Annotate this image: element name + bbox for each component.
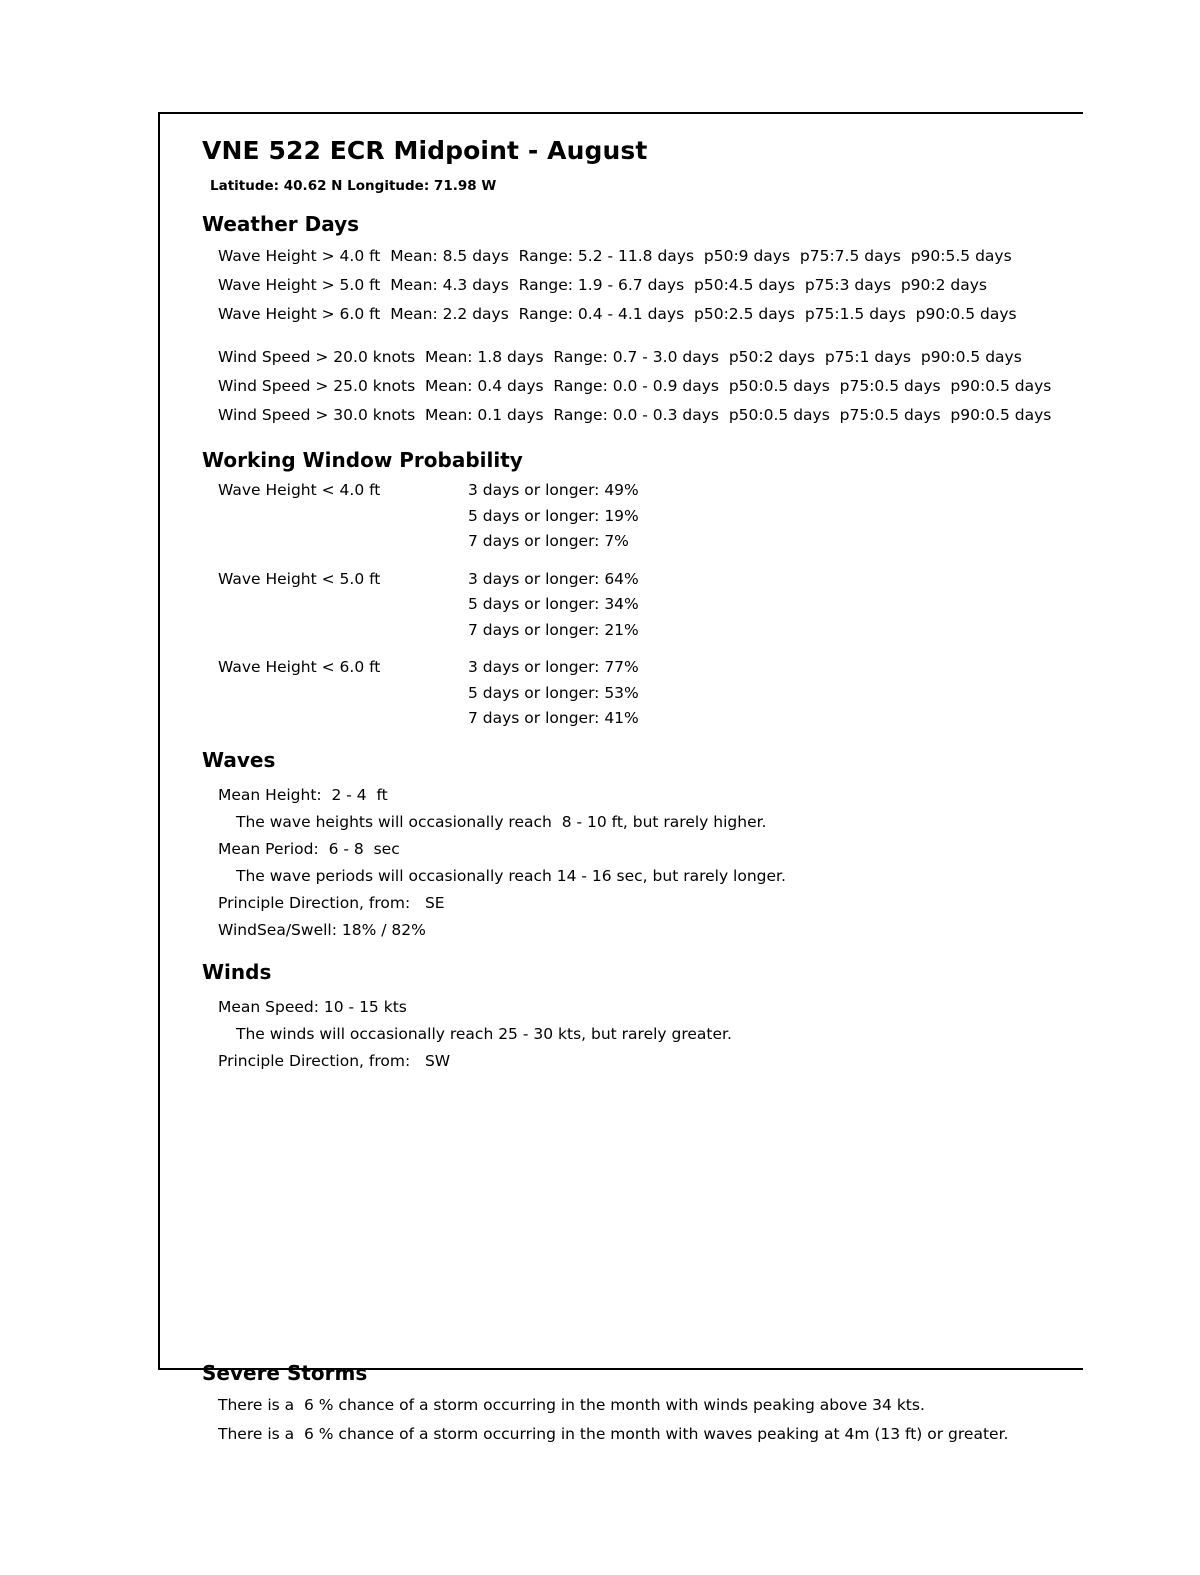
winds-principle-direction: Principle Direction, from: SW	[218, 1051, 451, 1070]
weather-day-row: Wave Height > 4.0 ft Mean: 8.5 days Range: 5.2 - 11.8 days p50:9 days p75:7.5 days p90:5.5 days	[218, 247, 1012, 265]
working-window-block	[218, 478, 1083, 555]
weather-day-row: Wind Speed > 30.0 knots Mean: 0.1 days Range: 0.0 - 0.3 days p50:0.5 days p75:0.5 days p90:0.5 days	[218, 406, 1052, 424]
section-heading-winds: Winds	[202, 959, 272, 984]
waves-principle-direction: Principle Direction, from: SE	[218, 893, 445, 912]
weather-day-row: Wind Speed > 25.0 knots Mean: 0.4 days Range: 0.0 - 0.9 days p50:0.5 days p75:0.5 days p90:0.5 days	[218, 377, 1052, 395]
working-window-label: Wave Height < 6.0 ft	[218, 658, 381, 676]
section-heading-weather-days: Weather Days	[202, 212, 360, 236]
working-window-values	[468, 655, 639, 732]
working-window-row: 3 days or longer: 49%	[468, 481, 639, 499]
working-window-row: 7 days or longer: 7%	[468, 532, 629, 550]
waves-mean-period-note: The wave periods will occasionally reach 14 - 16 sec, but rarely longer.	[236, 866, 786, 885]
severe-storm-line: There is a 6 % chance of a storm occurring in the month with winds peaking above 34 kts.	[218, 1395, 925, 1414]
blank-space	[202, 1075, 1083, 1343]
row-gap	[202, 329, 1083, 343]
working-window-block	[218, 567, 1083, 644]
waves-mean-height-note: The wave heights will occasionally reach 8 - 10 ft, but rarely higher.	[236, 812, 767, 831]
working-window-row: 7 days or longer: 41%	[468, 709, 639, 727]
coordinates-line: Latitude: 40.62 N Longitude: 71.98 W	[210, 178, 497, 194]
page-title: VNE 522 ECR Midpoint - August	[202, 136, 648, 165]
working-window-label: Wave Height < 5.0 ft	[218, 569, 381, 588]
severe-storm-line: There is a 6 % chance of a storm occurring in the month with waves peaking at 4m (13 ft) or greater.	[218, 1424, 1009, 1443]
working-window-row: 3 days or longer: 64%	[468, 569, 639, 588]
working-window-row: 7 days or longer: 21%	[468, 620, 639, 639]
weather-day-row: Wave Height > 5.0 ft Mean: 4.3 days Range: 1.9 - 6.7 days p50:4.5 days p75:3 days p90:2 days	[218, 276, 987, 294]
waves-windsea-swell: WindSea/Swell: 18% / 82%	[218, 920, 426, 939]
weather-day-row: Wave Height > 6.0 ft Mean: 2.2 days Range: 0.4 - 4.1 days p50:2.5 days p75:1.5 days p90:0.5 days	[218, 305, 1017, 323]
working-window-row: 5 days or longer: 19%	[468, 506, 639, 525]
working-window-values	[468, 567, 639, 644]
working-window-block	[218, 655, 1083, 732]
section-heading-working-window: Working Window Probability	[202, 448, 523, 472]
section-heading-severe-storms: Severe Storms	[202, 1360, 368, 1385]
working-window-values	[468, 478, 639, 555]
working-window-row: 5 days or longer: 34%	[468, 595, 639, 613]
winds-mean-speed: Mean Speed: 10 - 15 kts	[218, 997, 407, 1016]
working-window-row: 5 days or longer: 53%	[468, 683, 639, 702]
section-heading-waves: Waves	[202, 747, 276, 772]
weather-day-row: Wind Speed > 20.0 knots Mean: 1.8 days Range: 0.7 - 3.0 days p50:2 days p75:1 days p90:0.5 days	[218, 348, 1022, 366]
waves-mean-period: Mean Period: 6 - 8 sec	[218, 839, 400, 858]
report-page	[158, 112, 1083, 1443]
working-window-row: 3 days or longer: 77%	[468, 658, 639, 676]
waves-mean-height: Mean Height: 2 - 4 ft	[218, 785, 388, 804]
winds-mean-speed-note: The winds will occasionally reach 25 - 30 kts, but rarely greater.	[236, 1024, 732, 1043]
working-window-label: Wave Height < 4.0 ft	[218, 481, 381, 499]
